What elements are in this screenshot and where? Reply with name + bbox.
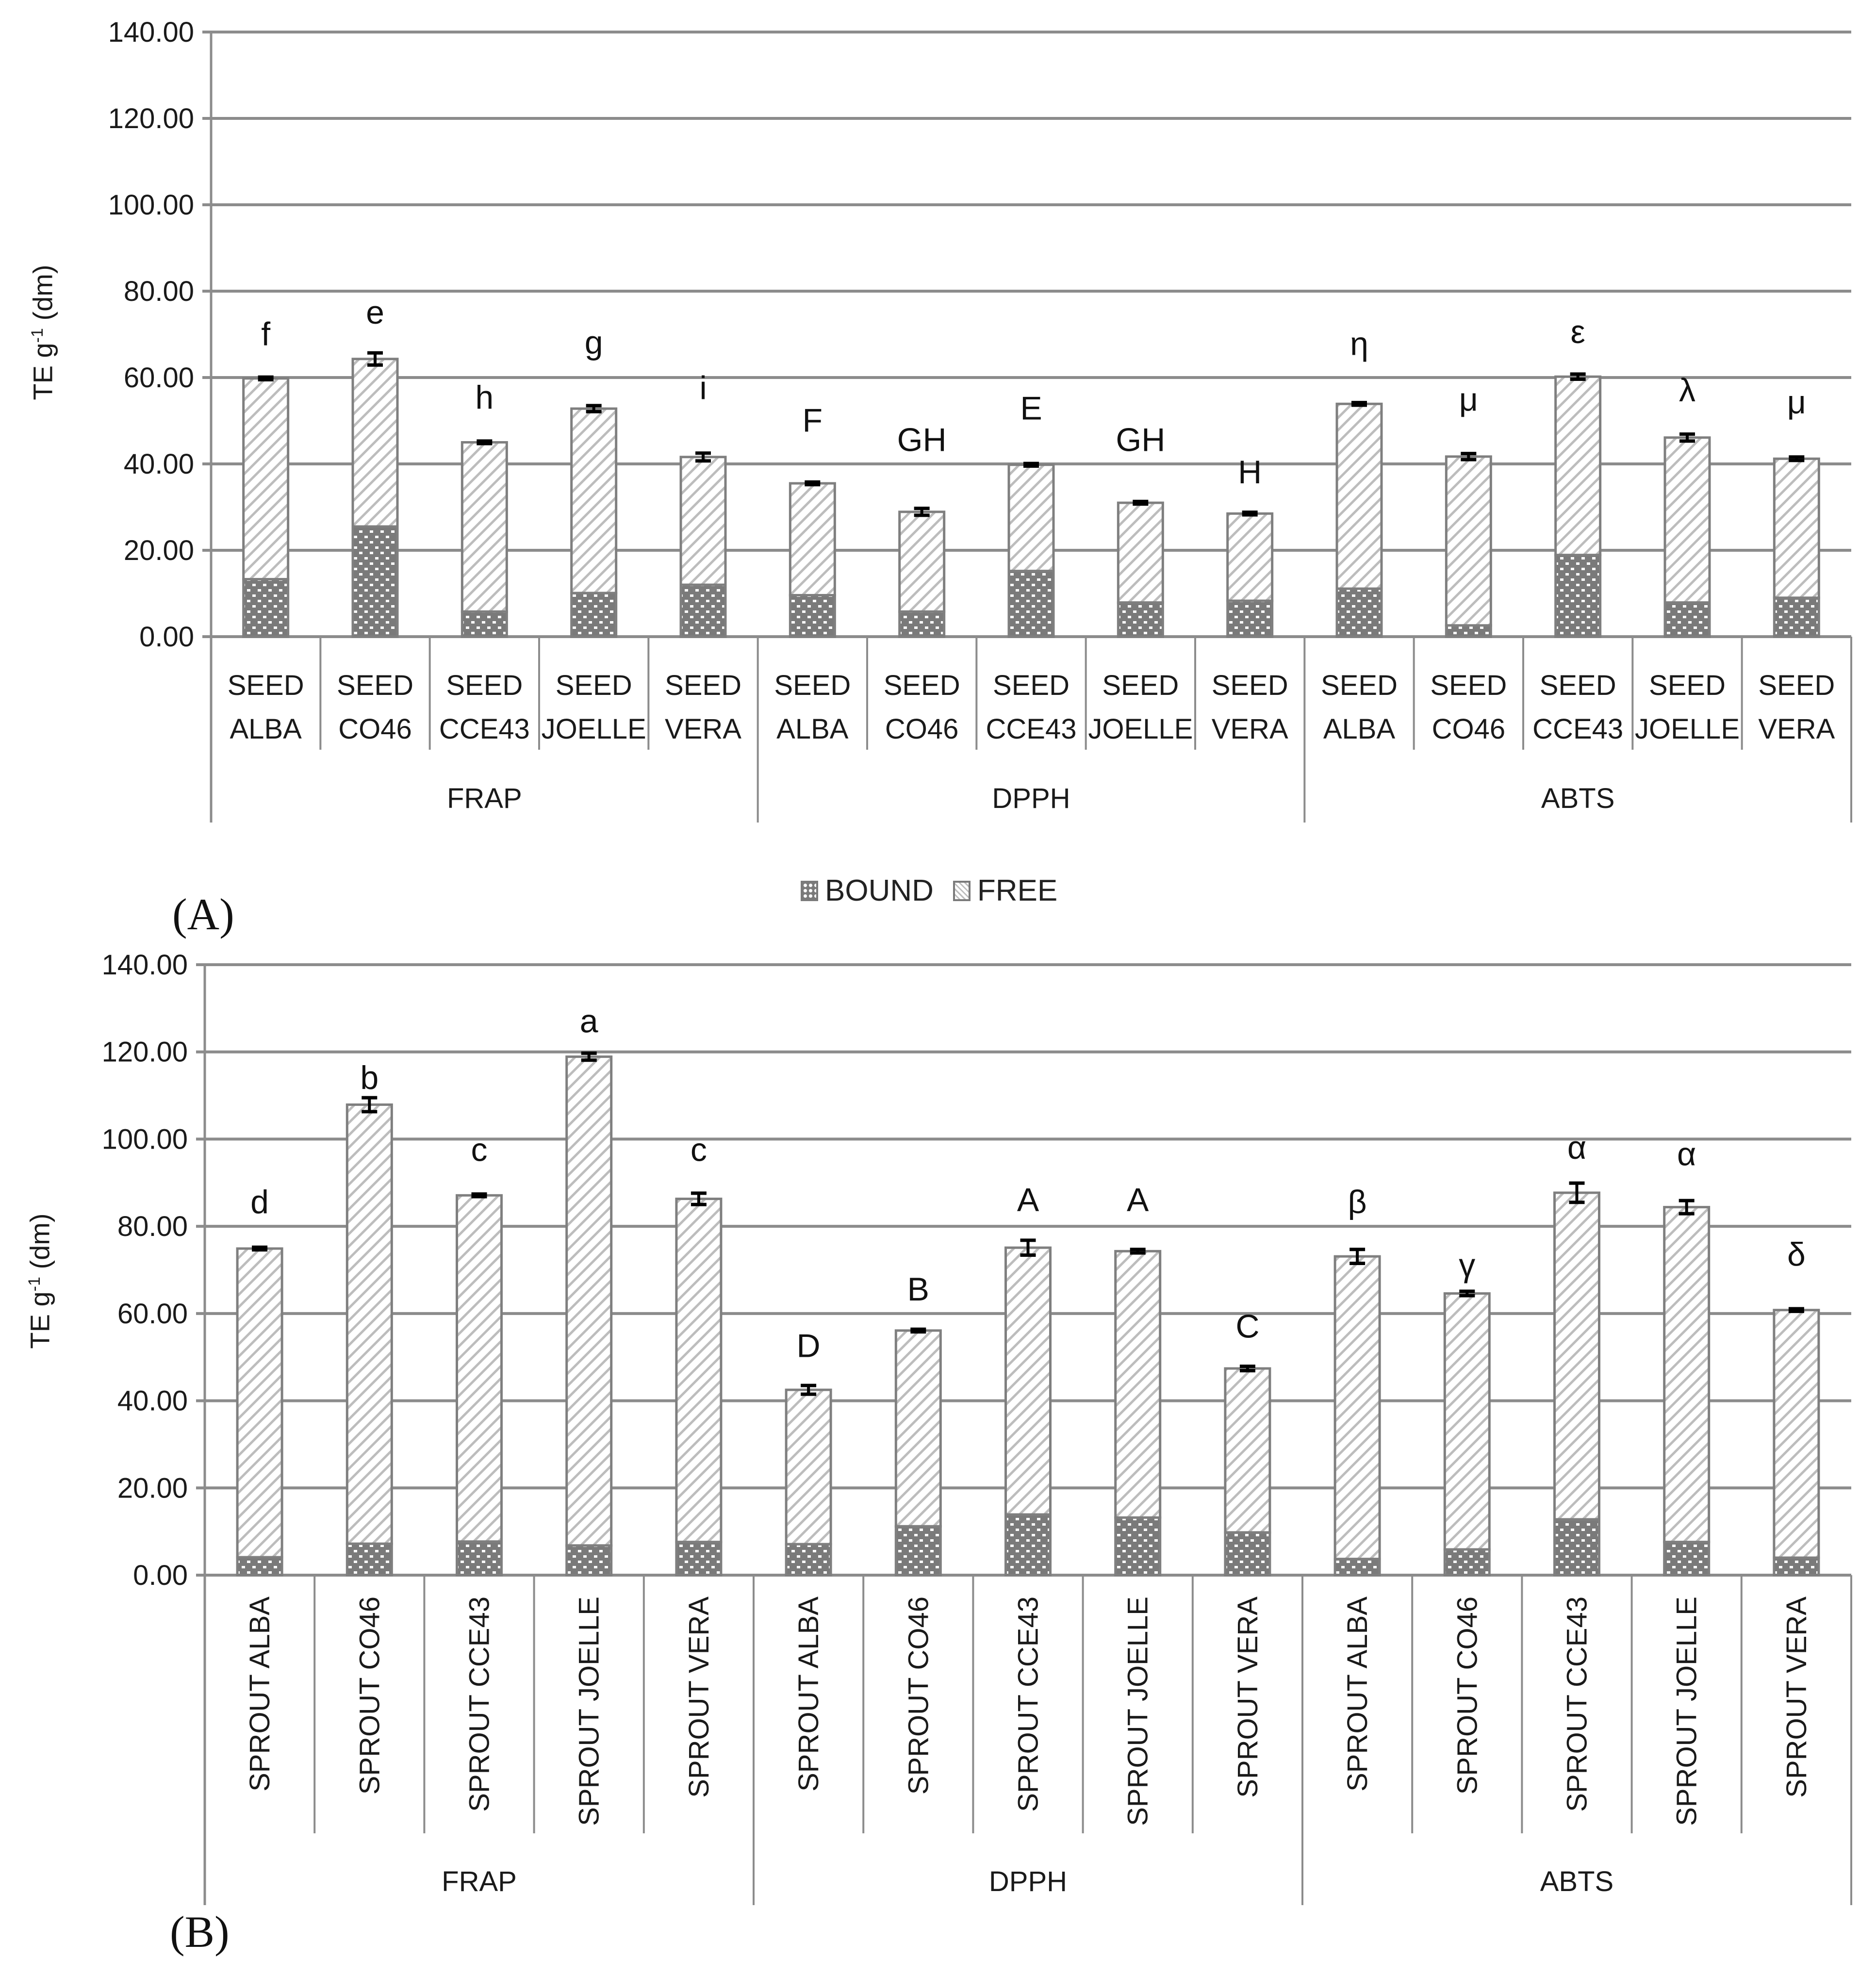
bar-segment-bound (457, 1542, 502, 1575)
bar-segment-bound (353, 527, 397, 637)
y-tick-label: 60.00 (117, 1298, 188, 1330)
bar-segment-bound (567, 1546, 611, 1575)
category-label-line2: CCE43 (986, 713, 1077, 745)
category-label-line2: ALBA (776, 713, 849, 745)
y-tick-label: 0.00 (139, 621, 194, 653)
bar-frap-sprout-vera (676, 1131, 721, 1575)
significance-letter: f (261, 315, 271, 353)
category-label-rotated: SPROUT JOELLE (1671, 1596, 1703, 1826)
bar-segment-free (237, 1249, 282, 1557)
error-bar (472, 1194, 487, 1197)
bar-dpph-sprout-vera (1225, 1308, 1270, 1575)
bar-segment-free (1556, 377, 1600, 555)
category-label-line1: SEED (555, 670, 632, 701)
category-label-rotated: SPROUT VERA (1780, 1596, 1812, 1798)
bar-segment-bound (790, 595, 835, 637)
bar-segment-bound (1445, 1549, 1489, 1575)
significance-letter: H (1238, 454, 1262, 491)
bar-abts-seed-cce43 (1556, 313, 1600, 637)
y-axis-title-b (24, 1213, 56, 1349)
bar-segment-free (676, 1199, 721, 1542)
bar-segment-free (1118, 503, 1163, 603)
category-label-line1: SEED (774, 670, 851, 701)
category-label-line2: VERA (1758, 713, 1835, 745)
bar-segment-free (1009, 465, 1053, 571)
group-label-frap: FRAP (442, 1866, 517, 1897)
bar-segment-free (572, 409, 616, 593)
bar-segment-free (1445, 1294, 1489, 1549)
category-label-line2: VERA (1211, 713, 1288, 745)
bar-abts-sprout-cce43 (1555, 1129, 1599, 1575)
y-tick-label: 80.00 (117, 1211, 188, 1243)
significance-letter: h (475, 379, 494, 416)
bar-abts-sprout-alba (1335, 1184, 1380, 1575)
significance-letter: GH (897, 421, 947, 459)
y-tick-label: 0.00 (133, 1560, 188, 1591)
panel-a-chart (108, 16, 1851, 823)
y-axis-title-text: TE g (27, 343, 58, 400)
y-tick-label: 40.00 (117, 1385, 188, 1417)
bar-frap-seed-joelle (572, 324, 616, 637)
category-label-line2: CO46 (338, 713, 412, 745)
significance-letter: g (584, 324, 603, 362)
significance-letter: C (1235, 1308, 1260, 1345)
category-label-line1: SEED (446, 670, 523, 701)
bar-segment-free (681, 457, 725, 585)
category-label-rotated: SPROUT CCE43 (463, 1596, 495, 1812)
legend (801, 873, 1057, 908)
error-bar (1242, 512, 1258, 515)
bar-segment-bound (1118, 603, 1163, 637)
category-label-rotated: SPROUT VERA (683, 1596, 715, 1798)
legend-item-bound (801, 873, 934, 908)
category-label-line2: JOELLE (1088, 713, 1193, 745)
panel-label-a: (A) (172, 889, 234, 939)
bar-dpph-seed-co46 (897, 421, 947, 637)
y-tick-label: 100.00 (108, 189, 194, 221)
significance-letter: c (690, 1131, 707, 1169)
bar-abts-sprout-vera (1774, 1236, 1819, 1575)
error-bar (258, 377, 274, 379)
bar-dpph-sprout-alba (786, 1328, 831, 1575)
bar-segment-bound (786, 1544, 831, 1575)
significance-letter: d (250, 1184, 269, 1221)
bar-abts-seed-vera (1774, 384, 1819, 637)
bar-dpph-seed-alba (790, 402, 835, 637)
bar-segment-free (1664, 1207, 1709, 1542)
bar-segment-free (1555, 1193, 1599, 1519)
y-axis-title-superscript: -1 (28, 328, 47, 343)
significance-letter: α (1567, 1129, 1587, 1166)
bar-segment-free (1116, 1251, 1160, 1517)
bar-segment-bound (1006, 1514, 1051, 1575)
bar-segment-free (457, 1195, 502, 1541)
significance-letter: δ (1787, 1236, 1806, 1273)
significance-letter: α (1677, 1136, 1696, 1173)
significance-letter: η (1350, 325, 1368, 362)
bar-frap-seed-vera (681, 370, 725, 637)
bar-segment-bound (1009, 571, 1053, 637)
bar-segment-free (896, 1331, 940, 1526)
bar-segment-bound (896, 1526, 940, 1575)
category-label-line2: ALBA (1323, 713, 1396, 745)
error-bar (252, 1247, 267, 1250)
category-label-line2: ALBA (230, 713, 302, 745)
bar-abts-sprout-co46 (1445, 1247, 1489, 1575)
bar-segment-free (1665, 438, 1710, 603)
bar-segment-bound (347, 1544, 392, 1575)
bar-segment-bound (1555, 1519, 1599, 1575)
error-bar (805, 482, 820, 484)
bar-segment-free (1774, 459, 1819, 598)
y-axis-title-superscript: -1 (25, 1277, 44, 1292)
y-tick-label: 140.00 (108, 16, 194, 48)
group-label-abts: ABTS (1540, 1866, 1614, 1897)
bar-segment-free (900, 512, 944, 612)
category-label-line2: VERA (665, 713, 741, 745)
bar-segment-bound (1665, 603, 1710, 637)
bar-segment-bound (572, 593, 616, 637)
free-pattern-swatch-icon (953, 881, 971, 901)
error-bar (1133, 501, 1148, 504)
significance-letter: ε (1570, 313, 1585, 350)
category-label-line1: SEED (1539, 670, 1616, 701)
group-label-dpph: DPPH (992, 783, 1070, 814)
bar-segment-bound (1446, 625, 1491, 637)
bar-segment-free (462, 443, 507, 612)
bar-dpph-seed-joelle (1116, 421, 1165, 637)
category-label-line2: CCE43 (1532, 713, 1624, 745)
bar-segment-bound (462, 611, 507, 637)
bar-segment-bound (244, 579, 288, 637)
category-label-line2: CCE43 (439, 713, 530, 745)
bar-frap-seed-cce43 (462, 379, 507, 637)
panel-b-chart (102, 949, 1851, 1905)
category-label-rotated: SPROUT CCE43 (1561, 1596, 1593, 1812)
category-label-line1: SEED (1649, 670, 1726, 701)
significance-letter: γ (1459, 1247, 1476, 1284)
significance-letter: e (366, 294, 384, 331)
significance-letter: F (802, 402, 823, 439)
bar-abts-seed-alba (1337, 326, 1382, 637)
significance-letter: μ (1787, 383, 1806, 421)
bar-segment-free (567, 1057, 611, 1546)
y-tick-label: 140.00 (101, 949, 188, 981)
significance-letter: β (1348, 1184, 1367, 1221)
category-label-rotated: SPROUT ALBA (1342, 1596, 1374, 1792)
significance-letter: E (1020, 390, 1042, 427)
category-label-line1: SEED (883, 670, 960, 701)
bar-segment-bound (1228, 601, 1272, 637)
bar-abts-seed-co46 (1446, 381, 1491, 637)
bar-segment-free (347, 1104, 392, 1544)
bar-segment-free (1335, 1256, 1380, 1559)
y-axis-title-text: TE g (24, 1291, 55, 1349)
category-label-line1: SEED (1321, 670, 1398, 701)
category-label-rotated: SPROUT JOELLE (573, 1596, 605, 1826)
group-label-abts: ABTS (1541, 783, 1615, 814)
category-label-line2: CO46 (885, 713, 959, 745)
category-label-line1: SEED (227, 670, 304, 701)
bar-dpph-seed-cce43 (1009, 390, 1053, 637)
category-label-rotated: SPROUT CO46 (1451, 1596, 1483, 1795)
legend-item-free (953, 873, 1057, 908)
bar-segment-free (1006, 1248, 1051, 1514)
bar-segment-free (1446, 457, 1491, 625)
bar-dpph-sprout-co46 (896, 1271, 940, 1575)
error-bar (1351, 403, 1367, 405)
category-label-line1: SEED (337, 670, 413, 701)
bar-segment-bound (1337, 589, 1382, 637)
bar-segment-free (1337, 404, 1382, 589)
bar-abts-seed-joelle (1665, 372, 1710, 637)
y-tick-label: 120.00 (108, 103, 194, 134)
bar-segment-bound (1774, 598, 1819, 637)
category-label-line2: JOELLE (1635, 713, 1740, 745)
y-axis-title-unit: (dm) (27, 264, 58, 329)
bar-segment-free (786, 1390, 831, 1544)
significance-letter: i (699, 369, 707, 407)
y-axis-title-a (27, 264, 59, 400)
category-label-rotated: SPROUT ALBA (793, 1596, 825, 1792)
bar-frap-seed-co46 (353, 294, 397, 637)
bar-segment-free (1225, 1368, 1270, 1532)
bar-segment-bound (1116, 1517, 1160, 1575)
category-label-rotated: SPROUT VERA (1232, 1596, 1264, 1798)
category-label-line1: SEED (993, 670, 1070, 701)
bar-segment-bound (237, 1557, 282, 1575)
bar-segment-free (353, 359, 397, 527)
category-label-line2: CO46 (1432, 713, 1506, 745)
y-tick-label: 20.00 (117, 1472, 188, 1504)
y-tick-label: 20.00 (123, 535, 194, 566)
significance-letter: μ (1459, 381, 1478, 418)
bar-frap-sprout-co46 (347, 1059, 392, 1575)
error-bar (910, 1329, 926, 1332)
y-tick-label: 40.00 (123, 448, 194, 480)
group-label-dpph: DPPH (988, 1866, 1068, 1897)
category-label-line1: SEED (1102, 670, 1179, 701)
bar-dpph-sprout-cce43 (1006, 1182, 1051, 1575)
y-tick-label: 80.00 (123, 276, 194, 307)
bound-pattern-swatch-icon (801, 881, 818, 901)
significance-letter: λ (1679, 371, 1695, 409)
y-axis-title-unit: (dm) (24, 1213, 55, 1277)
bar-segment-free (1774, 1310, 1819, 1558)
bar-segment-free (244, 379, 288, 579)
error-bar (1023, 463, 1039, 466)
category-label-rotated: SPROUT CCE43 (1012, 1596, 1044, 1812)
bar-segment-bound (1556, 555, 1600, 637)
bar-frap-sprout-cce43 (457, 1131, 502, 1575)
bar-segment-bound (900, 611, 944, 637)
error-bar (1789, 1309, 1804, 1311)
bar-frap-sprout-joelle (567, 1003, 611, 1575)
category-label-line1: SEED (1430, 670, 1507, 701)
bar-segment-bound (1225, 1532, 1270, 1575)
category-label-line1: SEED (1758, 670, 1835, 701)
category-label-rotated: SPROUT CO46 (354, 1596, 386, 1795)
category-label-rotated: SPROUT JOELLE (1122, 1596, 1154, 1826)
bar-segment-bound (676, 1542, 721, 1575)
bar-segment-free (790, 483, 835, 595)
panel-label-b: (B) (170, 1907, 230, 1957)
bar-segment-bound (681, 585, 725, 637)
y-tick-label: 60.00 (123, 362, 194, 394)
category-label-line1: SEED (1211, 670, 1288, 701)
significance-letter: B (907, 1270, 929, 1308)
significance-letter: b (360, 1059, 379, 1097)
legend-label-free: FREE (977, 874, 1058, 907)
y-tick-label: 100.00 (101, 1123, 188, 1155)
significance-letter: A (1127, 1181, 1149, 1218)
bar-segment-bound (1664, 1542, 1709, 1575)
bar-frap-sprout-alba (237, 1184, 282, 1575)
significance-letter: D (796, 1327, 821, 1365)
category-label-line1: SEED (665, 670, 741, 701)
bar-segment-bound (1335, 1559, 1380, 1575)
category-label-rotated: SPROUT ALBA (244, 1596, 276, 1792)
y-tick-label: 120.00 (101, 1036, 188, 1068)
bar-dpph-seed-vera (1228, 454, 1272, 637)
bar-segment-bound (1774, 1558, 1819, 1575)
category-label-rotated: SPROUT CO46 (903, 1596, 935, 1795)
bar-segment-free (1228, 513, 1272, 601)
error-bar (477, 441, 492, 444)
group-label-frap: FRAP (446, 783, 522, 814)
significance-letter: GH (1116, 421, 1166, 459)
bar-dpph-sprout-joelle (1116, 1182, 1160, 1575)
significance-letter: c (471, 1131, 488, 1169)
significance-letter: A (1017, 1181, 1039, 1218)
category-label-line2: JOELLE (541, 713, 646, 745)
legend-label-bound: BOUND (825, 874, 934, 907)
significance-letter: a (579, 1003, 598, 1040)
bar-frap-seed-alba (244, 315, 288, 637)
bar-abts-sprout-joelle (1664, 1136, 1709, 1575)
